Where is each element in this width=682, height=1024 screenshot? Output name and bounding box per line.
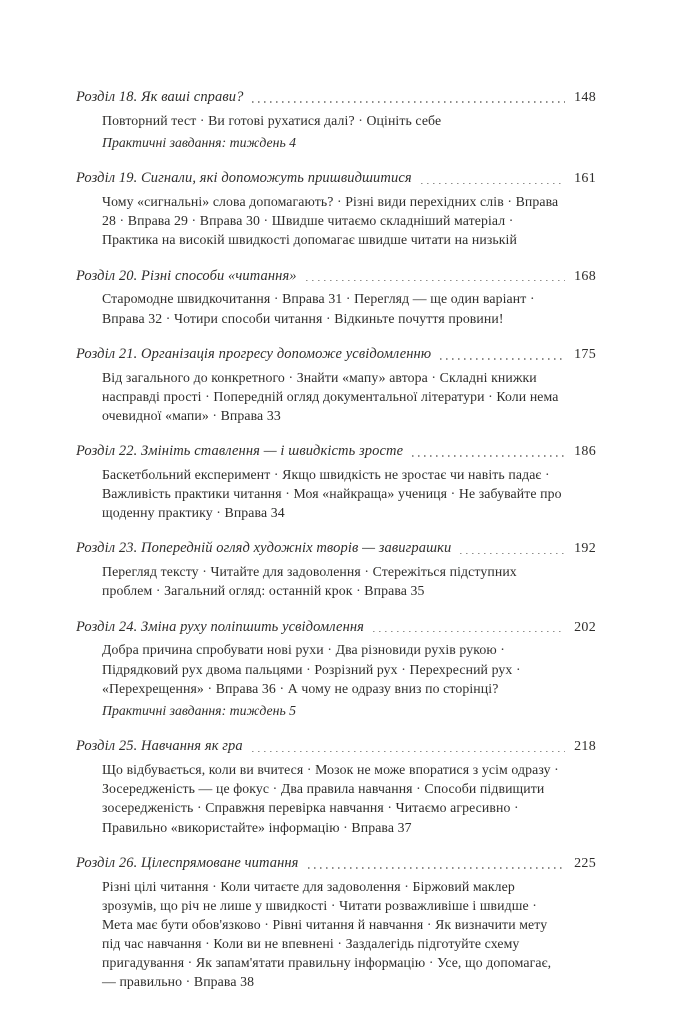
toc-entry [76, 88, 596, 152]
toc-entry-page-number: 148 [574, 90, 596, 105]
toc-entry [76, 737, 596, 837]
toc-entry-title-row [76, 88, 596, 107]
toc-entry-description: Баскетбольний експеримент · Якщо швидкість не зростає чи навіть падає · Важливість практики читання · Моя «найкраща» учениця · Не забувайте про щоденну практику · Вправа 34 [102, 466, 562, 521]
toc-entry-title-row [76, 267, 596, 286]
dotted-leader [252, 751, 565, 753]
toc-entry-title: Розділ 19. Сигнали, які допоможуть пришвидшитися [76, 170, 412, 187]
toc-entry-description: Старомодне швидкочитання · Вправа 31 · Перегляд — ще один варіант · Вправа 32 · Чотири способи читання · Відкиньте почуття провини! [102, 291, 535, 326]
toc-entry-title-row [76, 442, 596, 461]
toc-entry-description: Чому «сигнальні» слова допомагають? · Різні види перехідних слів · Вправа 28 · Вправа 29 · Вправа 30 · Швидше читаємо складніший матеріал · Практика на високій швидкості допомагає швидше читати на низькій [102, 194, 559, 248]
table-of-contents [76, 88, 596, 992]
toc-entry [76, 345, 596, 425]
toc-entry-page-number: 175 [574, 346, 596, 362]
toc-entry [76, 618, 596, 721]
toc-entry-description: Перегляд тексту · Читайте для задоволення · Стережіться підступних проблем · Загальний огляд: останній крок · Вправа 35 [102, 564, 517, 599]
toc-entry-title: Розділ 26. Цілеспрямоване читання [76, 854, 299, 871]
toc-entry-title: Розділ 22. Змініть ставлення — і швидкість зросте [76, 443, 404, 460]
toc-entry-title-row [76, 345, 596, 364]
toc-entry [76, 442, 596, 522]
toc-entry-page-number: 218 [574, 739, 596, 755]
toc-entry-title-row [76, 737, 596, 756]
dotted-leader [308, 867, 566, 869]
toc-entry-title: Розділ 24. Зміна руху поліпшить усвідомлення [76, 618, 365, 635]
toc-entry-description: Що відбувається, коли ви вчитеся · Мозок не може впоратися з усім одразу · Зосередженість — це фокус · Два правила навчання · Способи підвищити зосередженість · Справжня перевірка навчання · Читаємо агресивно · Правильно «використайте» інформацію · Вправа 37 [102, 762, 559, 835]
toc-entry-title: Розділ 20. Різні способи «читання» [76, 267, 297, 284]
toc-entry-title: Розділ 23. Попередній огляд художніх творів — завиграшки [76, 540, 452, 557]
toc-entry-title-row [76, 169, 596, 188]
toc-entry-description: Від загального до конкретного · Знайти «мапу» автора · Складні книжки насправді прості · Попередній огляд документальної літератури · Коли нема очевидної «мапи» · Вправа 33 [102, 369, 559, 423]
toc-entry-title-row [76, 618, 596, 637]
toc-entry [76, 267, 596, 328]
toc-entry-description: Повторний тест · Ви готові рухатися далі? · Оцініть себе [102, 112, 442, 128]
dotted-leader [373, 631, 565, 633]
toc-entry-page-number: 161 [574, 171, 596, 187]
toc-entry-title: Розділ 18. Як ваші справи? [76, 89, 244, 105]
toc-entry-note: Практичні завдання: тиждень 4 [102, 135, 297, 151]
dotted-leader [460, 553, 565, 555]
dotted-leader [421, 183, 565, 185]
toc-entry [76, 539, 596, 600]
toc-entry-page-number: 202 [574, 619, 596, 635]
toc-entry [76, 854, 596, 992]
toc-entry [76, 169, 596, 249]
toc-entry-page-number: 168 [574, 268, 596, 284]
toc-entry-page-number: 225 [574, 855, 596, 871]
toc-entry-page-number: 192 [574, 541, 596, 557]
toc-entry-title: Розділ 21. Організація прогресу допоможе усвідомленню [76, 345, 432, 362]
toc-entry-title-row [76, 854, 596, 873]
dotted-leader [252, 101, 565, 103]
dotted-leader [440, 358, 565, 360]
toc-entry-title: Розділ 25. Навчання як гра [76, 738, 243, 755]
dotted-leader [412, 455, 565, 457]
toc-entry-page-number: 186 [574, 444, 596, 460]
toc-entry-note: Практичні завдання: тиждень 5 [102, 703, 297, 718]
dotted-leader [306, 280, 565, 282]
toc-entry-description: Різні цілі читання · Коли читаєте для задоволення · Біржовий маклер зрозумів, що річ не лише у швидкості · Читати розважливіше і швидше · Мета має бути обов'язково · Рівні читання й навчання · Як визначити мету під час навчання · Коли ви не впевнені · Заздалегідь підготуйте схему пригадування · Як запам'ятати правильну інформацію · Усе, що допомагає, — правильно · Вправа 38 [102, 878, 552, 990]
toc-entry-description: Добра причина спробувати нові рухи · Два різновиди рухів рукою · Підрядковий рух двома пальцями · Розрізний рух · Перехресний рух · «Перехрещення» · Вправа 36 · А чому не одразу вниз по сторінці? [102, 642, 521, 696]
toc-entry-title-row [76, 539, 596, 558]
